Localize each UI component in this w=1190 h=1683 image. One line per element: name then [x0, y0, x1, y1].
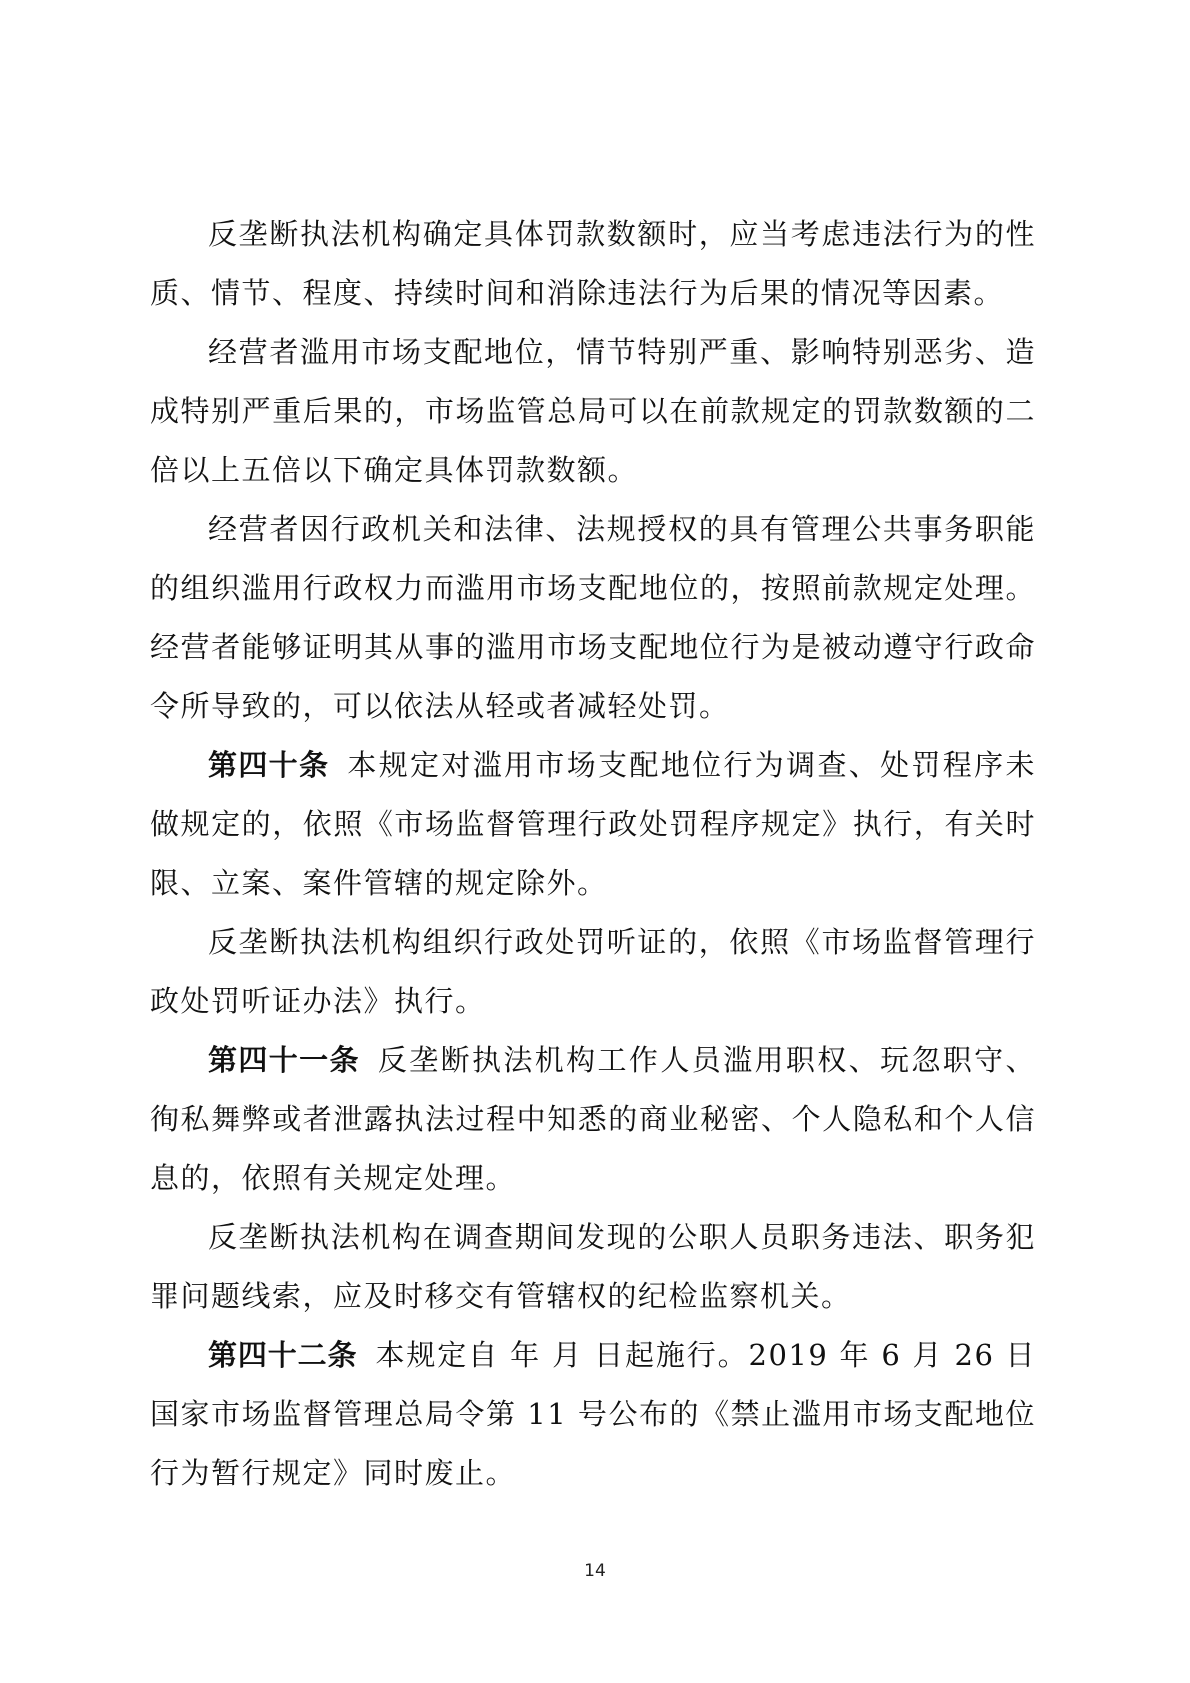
paragraph-text: 反垄断执法机构在调查期间发现的公职人员职务违法、职务犯罪问题线索，应及时移交有管辖权的纪检监察机关。 — [150, 1220, 1036, 1313]
article-40-paragraph — [150, 736, 1036, 913]
article-heading: 第四十条 — [208, 748, 330, 782]
article-heading: 第四十二条 — [208, 1338, 358, 1372]
paragraph — [150, 500, 1036, 736]
paragraph-text: 反垄断执法机构确定具体罚款数额时，应当考虑违法行为的性质、情节、程度、持续时间和消除违法行为后果的情况等因素。 — [150, 217, 1036, 310]
paragraph-text: 经营者滥用市场支配地位，情节特别严重、影响特别恶劣、造成特别严重后果的，市场监管总局可以在前款规定的罚款数额的二倍以上五倍以下确定具体罚款数额。 — [150, 335, 1036, 487]
paragraph — [150, 323, 1036, 500]
paragraph — [150, 1208, 1036, 1326]
paragraph-text: 反垄断执法机构工作人员滥用职权、玩忽职守、徇私舞弊或者泄露执法过程中知悉的商业秘密、个人隐私和个人信息的，依照有关规定处理。 — [150, 1043, 1036, 1195]
paragraph-text: 反垄断执法机构组织行政处罚听证的，依照《市场监督管理行政处罚听证办法》执行。 — [150, 925, 1036, 1018]
page-number: 14 — [584, 1561, 606, 1581]
article-41-paragraph — [150, 1031, 1036, 1208]
document-body — [150, 205, 1036, 1503]
paragraph-text: 本规定自 年 月 日起施行。2019 年 6 月 26 日国家市场监督管理总局令第 11 号公布的《禁止滥用市场支配地位行为暂行规定》同时废止。 — [150, 1338, 1036, 1490]
article-heading: 第四十一条 — [208, 1043, 360, 1077]
paragraph-text: 本规定对滥用市场支配地位行为调查、处罚程序未做规定的，依照《市场监督管理行政处罚程序规定》执行，有关时限、立案、案件管辖的规定除外。 — [150, 748, 1036, 900]
paragraph — [150, 205, 1036, 323]
paragraph — [150, 913, 1036, 1031]
paragraph-text: 经营者因行政机关和法律、法规授权的具有管理公共事务职能的组织滥用行政权力而滥用市场支配地位的，按照前款规定处理。经营者能够证明其从事的滥用市场支配地位行为是被动遵守行政命令所导致的，可以依法从轻或者减轻处罚。 — [150, 512, 1036, 723]
article-42-paragraph — [150, 1326, 1036, 1503]
